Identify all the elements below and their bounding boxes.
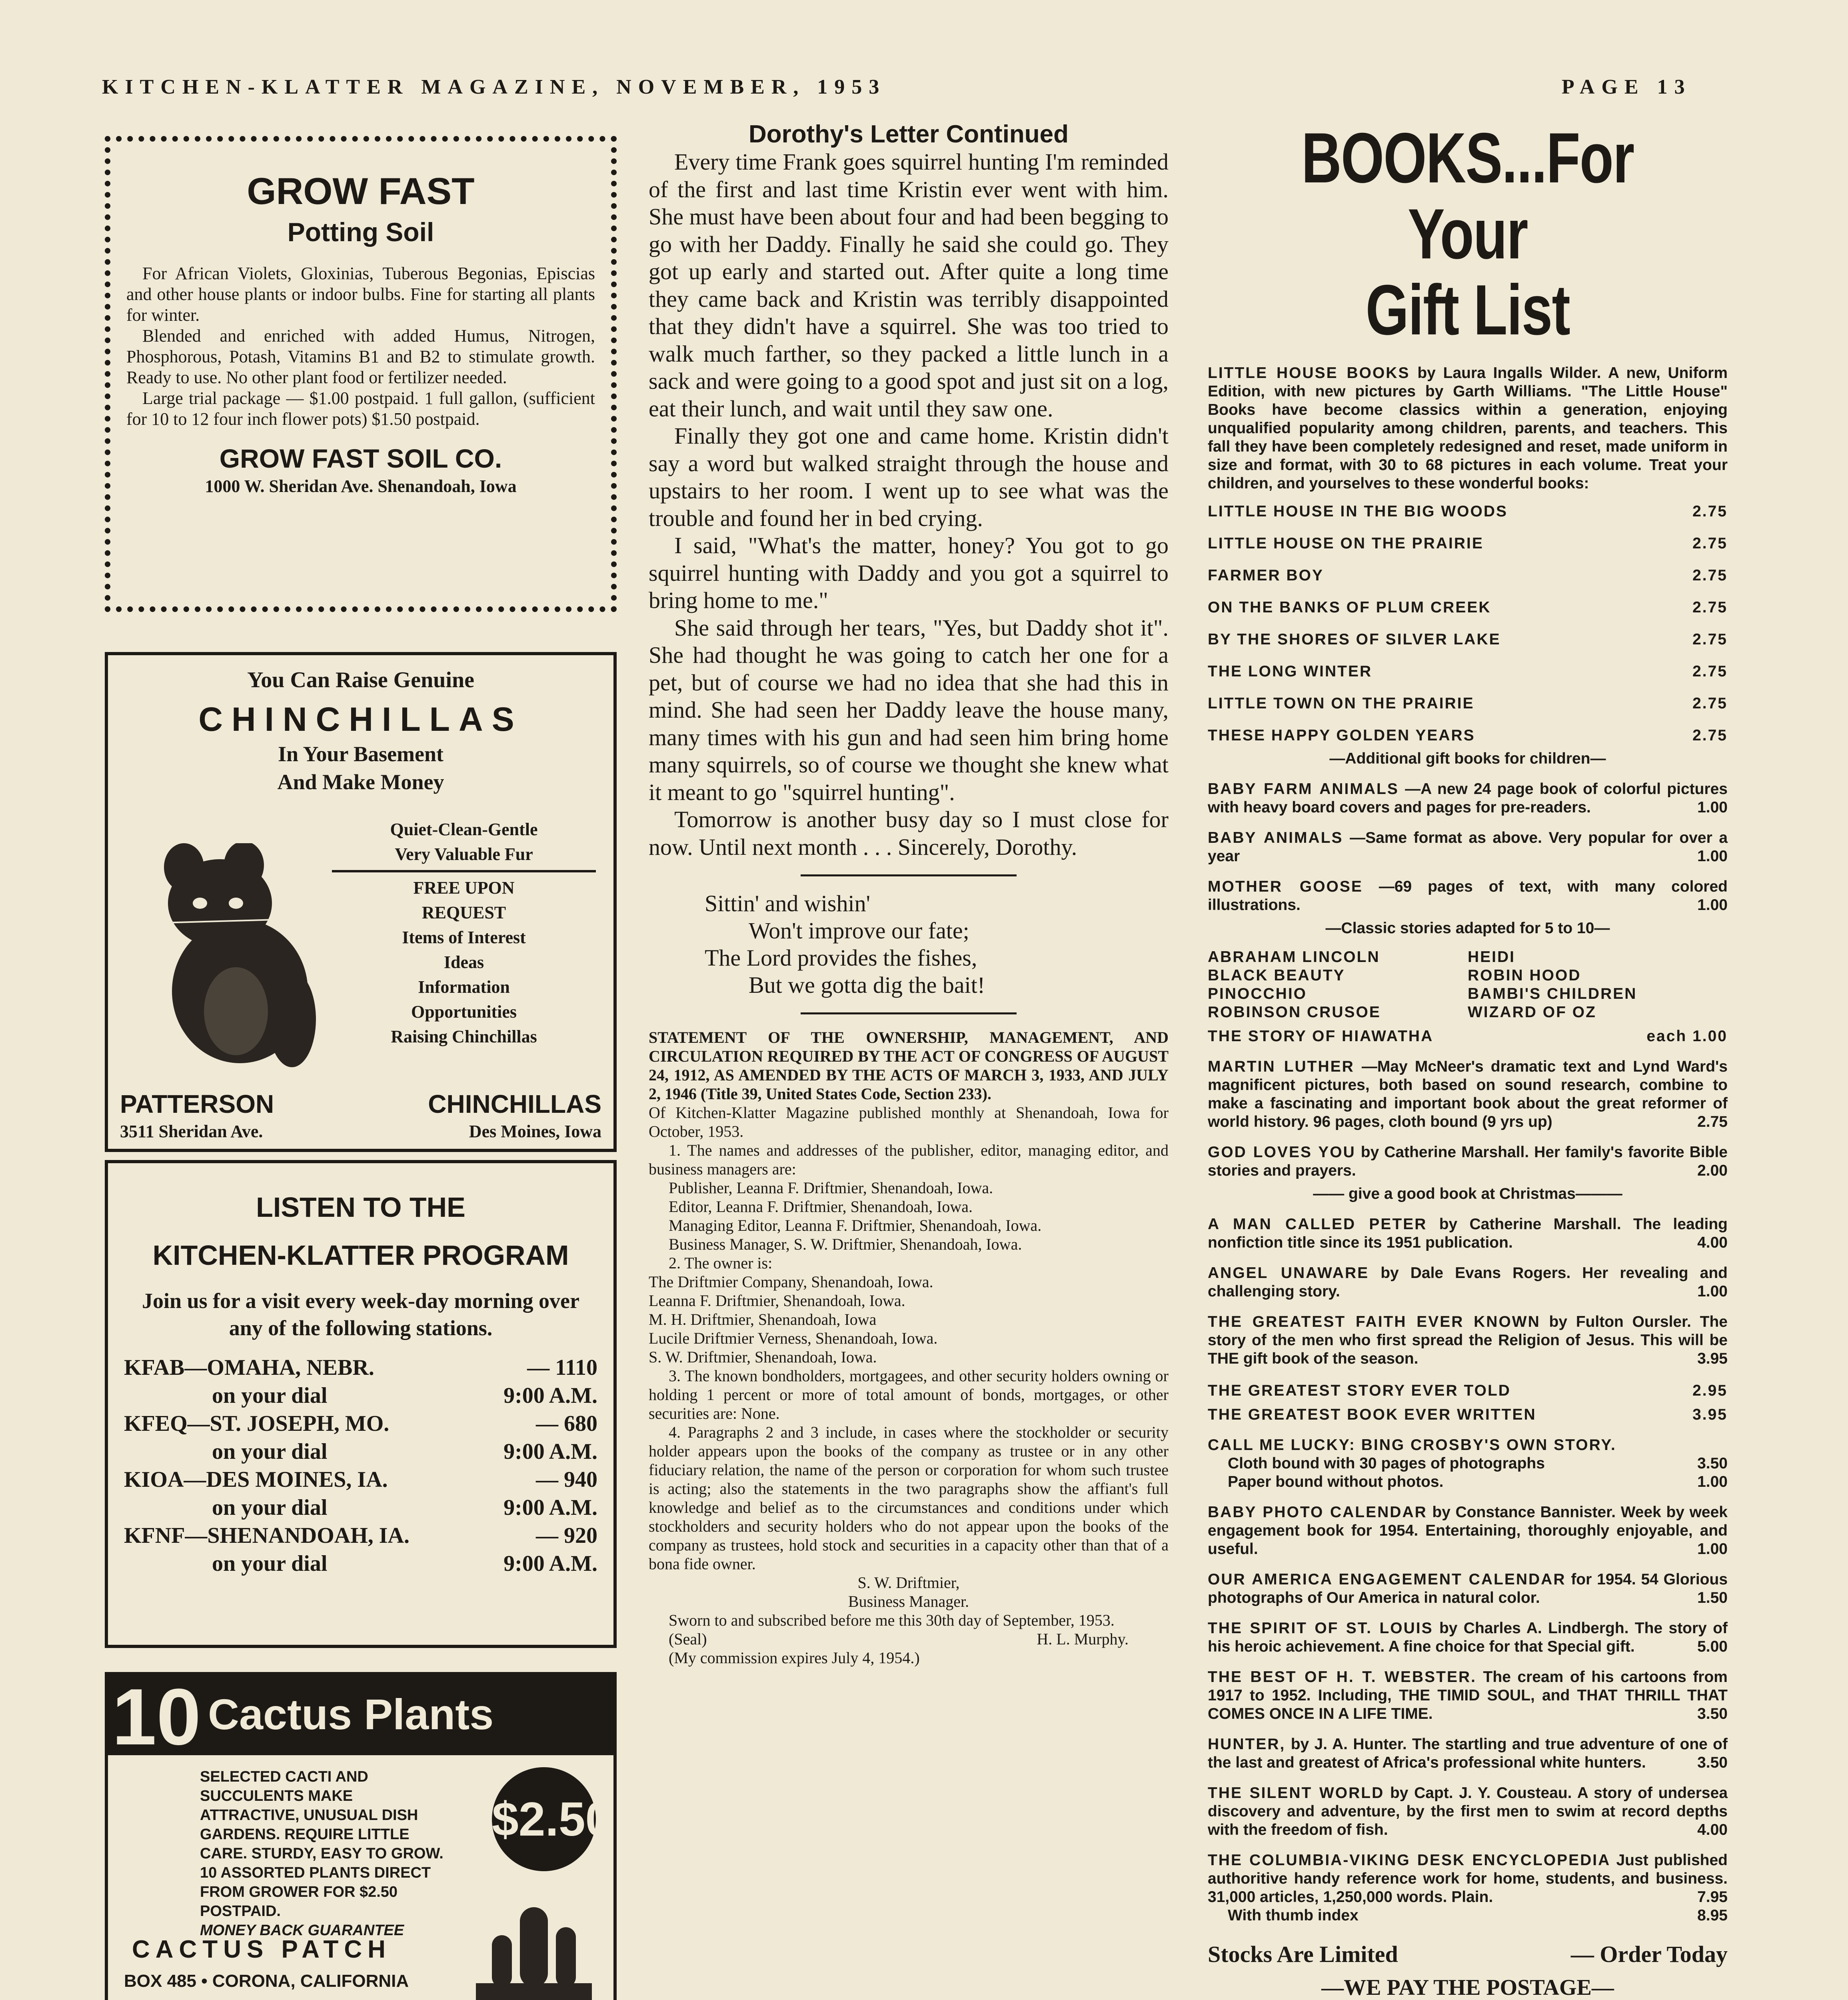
- book-title: ROBINSON CRUSOE: [1208, 1004, 1381, 1021]
- book-row: [1208, 502, 1728, 521]
- postage-line: —WE PAY THE POSTAGE—: [1321, 1975, 1614, 2000]
- book-title: MARTIN LUTHER: [1208, 1058, 1355, 1075]
- book-title: BABY PHOTO CALENDAR: [1208, 1504, 1427, 1521]
- page-number: PAGE 13: [1562, 76, 1692, 98]
- book-title: PINOCCHIO: [1208, 985, 1307, 1002]
- book-title: THE GREATEST BOOK EVER WRITTEN: [1208, 1406, 1536, 1423]
- book-item: [1208, 1436, 1728, 1491]
- book-price: 1.00: [1697, 896, 1728, 914]
- book-title: HUNTER,: [1208, 1736, 1286, 1753]
- paragraph: Managing Editor, Leanna F. Driftmier, Shenandoah, Iowa.: [669, 1216, 1042, 1234]
- book-description: Cloth bound with 30 pages of photographs: [1228, 1455, 1545, 1472]
- ad-count: 10: [112, 1672, 201, 1762]
- book-item: [1208, 780, 1728, 817]
- notary: H. L. Murphy.: [1037, 1630, 1129, 1648]
- book-item: [1208, 1668, 1728, 1723]
- ad-title: GROW FAST: [247, 170, 475, 212]
- poem-line: But we gotta dig the bait!: [749, 972, 985, 998]
- paragraph: Every time Frank goes squirrel hunting I'm reminded of the first and last time Kristin ever went with him. She must have been about four and had been begging to go with her Daddy. Finally he said she could go. They got up early and started out. After quite a long time they came back and Kristin was terribly disappointed that they didn't have a squirrel. She was too tried to walk much farther, so they packed a little lunch in a sack and were going to a good spot and just sit on a log, eat their lunch, and wait until they saw one.: [649, 149, 1169, 422]
- book-item: [1208, 1264, 1728, 1301]
- book-price: 3.50: [1697, 1455, 1728, 1472]
- ad-line: FREE UPON: [413, 878, 515, 898]
- book-item: [1208, 1313, 1728, 1368]
- ad-text: [200, 1767, 448, 1940]
- book-description: by Catherine Marshall. The leading nonfiction title since its 1951 publication.: [1208, 1216, 1728, 1251]
- ad-title: KITCHEN-KLATTER PROGRAM: [152, 1240, 569, 1271]
- book-description: With thumb index: [1228, 1907, 1359, 1924]
- ad-line: Quiet-Clean-Gentle: [390, 820, 538, 839]
- book-title: BABY FARM ANIMALS: [1208, 780, 1399, 798]
- book-row: [1208, 1027, 1728, 1046]
- book-price: 3.50: [1697, 1754, 1728, 1771]
- station-frequency: — 920: [536, 1523, 597, 1548]
- owner-line: M. H. Driftmier, Shenandoah, Iowa: [649, 1310, 877, 1328]
- station-call: KIOA—DES MOINES, IA.: [124, 1467, 388, 1492]
- book-title: THE GREATEST FAITH EVER KNOWN: [1208, 1313, 1540, 1330]
- book-price: 2.75: [1692, 631, 1728, 648]
- book-title: ON THE BANKS OF PLUM CREEK: [1208, 599, 1491, 616]
- ad-line: Ideas: [444, 952, 484, 972]
- book-price: 1.00: [1697, 799, 1728, 816]
- book-title: THE LONG WINTER: [1208, 663, 1373, 680]
- ad-line: In Your Basement: [278, 742, 444, 766]
- ad-company: GROW FAST SOIL CO.: [219, 444, 502, 473]
- book-item: [1208, 1735, 1728, 1772]
- book-price: 8.95: [1697, 1907, 1728, 1924]
- book-item: [1208, 1215, 1728, 1252]
- owner-line: Lucile Driftmier Verness, Shenandoah, Iowa.: [649, 1329, 938, 1347]
- book-item: [1208, 878, 1728, 914]
- book-title: WIZARD OF OZ: [1468, 1004, 1596, 1021]
- book-title: LITTLE HOUSE IN THE BIG WOODS: [1208, 503, 1508, 520]
- books-headline-2: Gift List: [1365, 270, 1570, 350]
- book-item: [1208, 1058, 1728, 1131]
- paragraph: Tomorrow is another busy day so I must close for now. Until next month . . . Sincerely, Dorothy.: [649, 806, 1169, 860]
- book-title: BY THE SHORES OF SILVER LAKE: [1208, 631, 1501, 648]
- book-price: 2.75: [1697, 1113, 1728, 1130]
- ad-company: CHINCHILLAS: [428, 1090, 601, 1118]
- commission: (My commission expires July 4, 1954.): [669, 1649, 920, 1667]
- ad-address: Des Moines, Iowa: [469, 1122, 601, 1141]
- notary-line: [649, 1630, 1169, 1648]
- book-description: Just published authoritive handy reference work for home, students, and business. 31,000 articles, 1,250,000 words. Plain.: [1208, 1852, 1728, 1906]
- station-dial: on your dial: [212, 1551, 328, 1576]
- section-separator: —— give a good book at Christmas———: [1313, 1185, 1622, 1202]
- book-description: —Same format as above. Very popular for over a year: [1208, 829, 1728, 865]
- book-item: [1208, 1784, 1728, 1839]
- paragraph: Business Manager, S. W. Driftmier, Shenandoah, Iowa.: [669, 1235, 1022, 1253]
- book-title: THE GREATEST STORY EVER TOLD: [1208, 1382, 1511, 1399]
- running-header: KITCHEN-KLATTER MAGAZINE, NOVEMBER, 1953: [102, 76, 886, 98]
- paragraph: 2. The owner is:: [669, 1254, 773, 1272]
- book-item: [1208, 1851, 1728, 1925]
- book-description: —69 pages of text, with many colored illustrations.: [1208, 878, 1728, 914]
- grow-fast-ad: [105, 136, 617, 612]
- book-price: 2.75: [1692, 599, 1728, 616]
- book-title: THE COLUMBIA-VIKING DESK ENCYCLOPEDIA: [1208, 1852, 1611, 1869]
- paragraph: 4. Paragraphs 2 and 3 include, in cases where the stockholder or security holder appears upon the books of the company as trustee or in any other fiduciary relation, the name of the person or corporation for whom such trustee is acting; also the statements in the two paragraphs show the affiant's full knowledge and belief as to the circumstances and conditions under which stockholders and security holders who do not appear upon the books of the company as trustees, hold stock and securities in a capacity other than that of a bona fide owner.: [649, 1423, 1169, 1573]
- book-description: by Fulton Oursler. The story of the men who first spread the Religion of Jesus. This will be THE gift book of the season.: [1208, 1313, 1728, 1367]
- ad-line: Raising Chinchillas: [391, 1027, 537, 1046]
- ad-address: 3511 Sheridan Ave.: [120, 1122, 263, 1141]
- book-title: ROBIN HOOD: [1468, 967, 1581, 984]
- owner-line: S. W. Driftmier, Shenandoah, Iowa.: [649, 1348, 877, 1366]
- letter-column: [649, 120, 1169, 1667]
- station-time: 9:00 A.M.: [503, 1551, 597, 1576]
- book-item: [1208, 1143, 1728, 1180]
- stocks-text: Stocks Are Limited: [1208, 1941, 1398, 1967]
- book-price: 4.00: [1697, 1234, 1728, 1251]
- ad-company: CACTUS PATCH: [132, 1936, 391, 1963]
- poem-line: Won't improve our fate;: [749, 918, 969, 944]
- station-call: KFNF—SHENANDOAH, IA.: [124, 1523, 410, 1548]
- classics-list: [1208, 948, 1728, 1022]
- book-row: [1208, 662, 1728, 681]
- paragraph: 3. The known bondholders, mortgagees, and other security holders owning or holding 1 percent or more of total amount of bonds, mortgages, or other securities are: None.: [649, 1367, 1169, 1422]
- book-description: by Laura Ingalls Wilder. A new, Uniform Edition, with new pictures by Garth Williams. "The Little House" Books have become classics within a generation, enjoying unqualified popularity among children, parents, and teachers. This fall they have been completely redesigned and reset, made uniform in size and format, with 30 to 68 pictures in each volume. Treat your children, and yourselves to these wonderful books:: [1208, 364, 1728, 492]
- book-price: 2.75: [1692, 695, 1728, 712]
- book-description: by Capt. J. Y. Cousteau. A story of undersea discovery and adventure, by the first men to swim at record depths with the freedom of fish.: [1208, 1784, 1728, 1838]
- ad-title: Cactus Plants: [208, 1690, 494, 1738]
- book-description: by J. A. Hunter. The startling and true adventure of one of the last and greatest of Africa's professional white hunters.: [1208, 1736, 1728, 1771]
- books-column: [1208, 120, 1728, 2000]
- ad-line: Opportunities: [411, 1002, 517, 1022]
- book-price: 3.95: [1697, 1350, 1728, 1367]
- book-row: [1208, 598, 1728, 617]
- book-price: 2.75: [1692, 503, 1728, 520]
- book-title: THESE HAPPY GOLDEN YEARS: [1208, 727, 1475, 744]
- book-row: [1208, 726, 1728, 745]
- book-price: 7.95: [1697, 1888, 1728, 1906]
- book-title: A MAN CALLED PETER: [1208, 1216, 1427, 1233]
- book-price: 3.95: [1692, 1406, 1728, 1423]
- paragraph: Sworn to and subscribed before me this 30th day of September, 1953.: [669, 1611, 1115, 1629]
- book-price: 1.00: [1697, 1473, 1728, 1490]
- ad-address: BOX 485 • CORONA, CALIFORNIA: [124, 1971, 409, 1991]
- station-list: [124, 1354, 597, 1578]
- signer: S. W. Driftmier,: [857, 1574, 960, 1592]
- book-title: LITTLE HOUSE ON THE PRAIRIE: [1208, 535, 1484, 552]
- book-description: by Constance Bannister. Week by week engagement book for 1954. Entertaining, thoroughly enjoyable, and useful.: [1208, 1504, 1728, 1558]
- station-call: KFAB—OMAHA, NEBR.: [124, 1355, 374, 1380]
- ad-line: You Can Raise Genuine: [247, 668, 474, 692]
- book-item: [1208, 1503, 1728, 1558]
- cactus-plants-ad: [105, 1672, 617, 2000]
- ownership-statement: [649, 1028, 1169, 1667]
- paragraph: Finally they got one and came home. Kristin didn't say a word but walked straight through the house and upstairs to her room. I went up to see what was the trouble and found her in bed crying.: [649, 423, 1169, 531]
- ad-title: LISTEN TO THE: [256, 1192, 465, 1223]
- ad-line: Items of Interest: [402, 928, 526, 947]
- owner-line: The Driftmier Company, Shenandoah, Iowa.: [649, 1273, 933, 1291]
- book-price: 4.00: [1697, 1821, 1728, 1838]
- ad-title: CHINCHILLAS: [198, 700, 523, 738]
- ad-text: For African Violets, Gloxinias, Tuberous Begonias, Episcias and other house plants or indoor bulbs. Fine for starting all plants for winter.: [126, 264, 595, 325]
- ad-text: Join us for a visit every week-day morning over any of the following stations.: [142, 1289, 579, 1340]
- ad-description: SELECTED CACTI AND SUCCULENTS MAKE ATTRACTIVE, UNUSUAL DISH GARDENS. REQUIRE LITTLE CARE. STURDY, EASY TO GROW. 10 ASSORTED PLANTS DIRECT FROM GROWER FOR $2.50 POSTPAID.: [200, 1768, 444, 1920]
- station-call: KFEQ—ST. JOSEPH, MO.: [124, 1411, 390, 1436]
- poem: [649, 890, 1169, 999]
- book-title: ANGEL UNAWARE: [1208, 1264, 1369, 1282]
- book-row: [1208, 694, 1728, 713]
- book-title: CALL ME LUCKY: BING CROSBY'S OWN STORY.: [1208, 1436, 1616, 1454]
- section-separator: —Additional gift books for children—: [1329, 750, 1606, 767]
- paragraph: Editor, Leanna F. Driftmier, Shenandoah, Iowa.: [669, 1198, 973, 1216]
- book-title: LITTLE TOWN ON THE PRAIRIE: [1208, 695, 1474, 712]
- ad-address: 1000 W. Sheridan Ave. Shenandoah, Iowa: [205, 476, 517, 496]
- book-description: Paper bound without photos.: [1228, 1473, 1444, 1490]
- article-title: Dorothy's Letter Continued: [748, 120, 1069, 148]
- ad-subtitle: Potting Soil: [287, 217, 434, 247]
- book-price: 3.50: [1697, 1705, 1728, 1722]
- signer-title: Business Manager.: [848, 1592, 969, 1610]
- book-description: by Catherine Marshall. Her family's favorite Bible stories and prayers.: [1208, 1144, 1728, 1179]
- book-price: 2.95: [1692, 1382, 1728, 1399]
- station-time: 9:00 A.M.: [503, 1383, 597, 1408]
- chinchilla-illustration: [140, 843, 324, 1067]
- book-description: —A new 24 page book of colorful pictures with heavy board covers and pages for pre-readers.: [1208, 780, 1728, 816]
- chinchillas-ad: [105, 652, 617, 1152]
- paragraph: Of Kitchen-Klatter Magazine published monthly at Shenandoah, Iowa for October, 1953.: [649, 1104, 1169, 1140]
- ad-line: Very Valuable Fur: [395, 844, 533, 864]
- paragraph: I said, "What's the matter, honey? You got to go squirrel hunting with Daddy and you got a squirrel to bring home to me.": [649, 532, 1169, 613]
- station-dial: on your dial: [212, 1439, 328, 1464]
- book-title: THE SPIRIT OF ST. LOUIS: [1208, 1620, 1433, 1637]
- book-price: 2.75: [1692, 567, 1728, 584]
- ad-line: REQUEST: [422, 903, 506, 922]
- ad-line: And Make Money: [277, 770, 444, 794]
- book-title: FARMER BOY: [1208, 567, 1324, 584]
- book-row: [1208, 1382, 1728, 1400]
- book-description: The cream of his cartoons from 1917 to 1952. Including, THE TIMID SOUL, and THAT THRILL THAT COMES ONCE IN A LIFE TIME.: [1208, 1668, 1728, 1722]
- price-badge: $2.50: [492, 1767, 596, 1871]
- book-title: MOTHER GOOSE: [1208, 878, 1363, 895]
- book-row: [1208, 534, 1728, 553]
- section-separator: —Classic stories adapted for 5 to 10—: [1325, 920, 1610, 937]
- books-headline: BOOKS...For Your: [1301, 118, 1634, 274]
- ad-banner: [108, 1672, 613, 1762]
- book-price: 2.75: [1692, 535, 1728, 552]
- ad-line: Information: [418, 977, 510, 997]
- book-title: BAMBI'S CHILDREN: [1468, 985, 1637, 1002]
- stocks-line: [1208, 1941, 1728, 1968]
- book-row: [1208, 1406, 1728, 1424]
- paragraph: 1. The names and addresses of the publisher, editor, managing editor, and business managers are:: [649, 1141, 1169, 1178]
- divider: [801, 874, 1017, 876]
- station-dial: on your dial: [212, 1383, 328, 1408]
- order-text: — Order Today: [1570, 1941, 1728, 1967]
- book-title: HEIDI: [1468, 948, 1516, 966]
- radio-program-ad: [105, 1160, 617, 1648]
- station-frequency: — 1110: [527, 1355, 597, 1380]
- divider: [801, 1012, 1017, 1014]
- book-description: for 1954. 54 Glorious photographs of Our America in natural color.: [1208, 1571, 1728, 1606]
- book-title: ABRAHAM LINCOLN: [1208, 948, 1380, 966]
- book-description: by Charles A. Lindbergh. The story of his heroic achievement. A fine choice for that Special gift.: [1208, 1620, 1728, 1655]
- book-item: [1208, 1570, 1728, 1607]
- seal: (Seal): [669, 1630, 707, 1648]
- book-description: —May McNeer's dramatic text and Lynd Ward's magnificent pictures, both based on sound research, combine to make a fascinating and important book about the great reformer of world history. 96 pages, cloth bound (9 yrs up): [1208, 1058, 1728, 1130]
- poem-line: Sittin' and wishin': [705, 890, 871, 916]
- book-description: by Dale Evans Rogers. Her revealing and challenging story.: [1208, 1264, 1728, 1300]
- cactus-illustration: [460, 1883, 608, 2000]
- book-price: 2.00: [1697, 1162, 1728, 1179]
- station-frequency: — 940: [536, 1467, 597, 1492]
- book-price: 1.00: [1697, 1283, 1728, 1300]
- book-title: LITTLE HOUSE BOOKS: [1208, 364, 1410, 382]
- book-title: THE BEST OF H. T. WEBSTER.: [1208, 1668, 1476, 1686]
- book-title: THE SILENT WORLD: [1208, 1784, 1385, 1802]
- owner-line: Leanna F. Driftmier, Shenandoah, Iowa.: [649, 1292, 905, 1310]
- ad-info-box: [332, 817, 596, 1049]
- book-list: [1208, 364, 1728, 1925]
- book-title: THE STORY OF HIAWATHA: [1208, 1028, 1434, 1045]
- book-price: 2.75: [1692, 727, 1728, 744]
- book-price: 1.00: [1697, 848, 1728, 865]
- station-time: 9:00 A.M.: [503, 1439, 597, 1464]
- book-title: GOD LOVES YOU: [1208, 1144, 1356, 1161]
- book-item: [1208, 829, 1728, 866]
- book-row: [1208, 630, 1728, 649]
- book-price: 2.75: [1692, 663, 1728, 680]
- book-price: 5.00: [1697, 1638, 1728, 1655]
- ad-guarantee: MONEY BACK GUARANTEE: [200, 1922, 404, 1939]
- station-time: 9:00 A.M.: [503, 1495, 597, 1520]
- paragraph: Publisher, Leanna F. Driftmier, Shenandoah, Iowa.: [669, 1179, 993, 1197]
- paragraph: She said through her tears, "Yes, but Daddy shot it". She had thought he was going to catch her one for a pet, but of course we had no idea that she had this in mind. She had seen her Daddy leave the house many, many times with his gun and had seen him bring home many squirrels, so of course we thought she knew what it meant to go "squirrel hunting".: [649, 614, 1169, 805]
- book-title: BLACK BEAUTY: [1208, 967, 1345, 984]
- book-title: BABY ANIMALS: [1208, 829, 1343, 846]
- ad-text: Blended and enriched with added Humus, Nitrogen, Phosphorous, Potash, Vitamins B1 and B2 to stimulate growth. Ready to use. No other plant food or fertilizer needed.: [126, 326, 595, 387]
- book-price: each 1.00: [1646, 1028, 1728, 1045]
- statement-heading: STATEMENT OF THE OWNERSHIP, MANAGEMENT, AND CIRCULATION REQUIRED BY THE ACT OF CONGRESS OF AUGUST 24, 1912, AS AMENDED BY THE ACTS OF MARCH 3, 1933, AND JULY 2, 1946 (Title 39, United States Code, Section 233).: [649, 1028, 1169, 1103]
- ad-text: Large trial package — $1.00 postpaid. 1 full gallon, (sufficient for 10 to 12 four inch flower pots) $1.50 postpaid.: [126, 388, 595, 429]
- letter-body: [649, 148, 1169, 861]
- ad-company: PATTERSON: [120, 1090, 274, 1118]
- ad-footer: [120, 1089, 601, 1142]
- station-frequency: — 680: [536, 1411, 597, 1436]
- book-intro: [1208, 364, 1728, 493]
- book-item: [1208, 1619, 1728, 1656]
- book-row: [1208, 566, 1728, 585]
- book-title: OUR AMERICA ENGAGEMENT CALENDAR: [1208, 1571, 1566, 1588]
- station-dial: on your dial: [212, 1495, 328, 1520]
- book-price: 1.00: [1697, 1540, 1728, 1558]
- book-price: 1.50: [1697, 1589, 1728, 1606]
- poem-line: The Lord provides the fishes,: [705, 945, 977, 971]
